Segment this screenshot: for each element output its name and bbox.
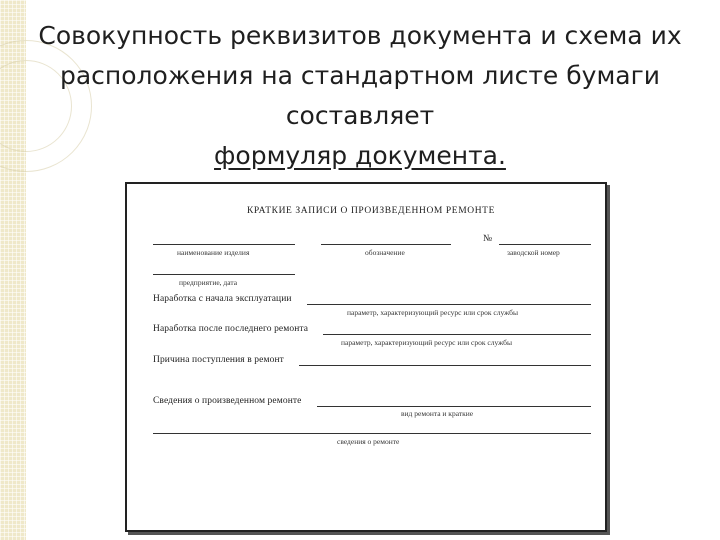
repair-info-line bbox=[153, 433, 591, 434]
designation-caption: обозначение bbox=[365, 248, 405, 257]
product-name-line bbox=[153, 244, 295, 245]
slide-title-line-3: составляет bbox=[285, 101, 435, 130]
repair-details-line bbox=[317, 406, 591, 407]
number-sign: № bbox=[483, 234, 493, 244]
runtime-last-repair-label: Наработка после последнего ремонта bbox=[153, 324, 309, 334]
serial-number-caption: заводской номер bbox=[507, 248, 560, 257]
serial-number-line bbox=[499, 244, 591, 245]
form-heading: КРАТКИЕ ЗАПИСИ О ПРОИЗВЕДЕННОМ РЕМОНТЕ bbox=[247, 206, 495, 216]
slide-title-line-1: Совокупность реквизитов документа и схема их bbox=[38, 21, 682, 50]
slide-title-line-4 bbox=[0, 136, 720, 176]
slide-title-line-2: расположения на стандартном листе бумаги bbox=[59, 61, 661, 90]
repair-reason-line bbox=[299, 365, 591, 366]
slide-title-term: формуляр документа. bbox=[214, 141, 506, 170]
repair-info-caption: сведения о ремонте bbox=[337, 437, 400, 446]
repair-details-label: Сведения о произведенном ремонте bbox=[153, 396, 302, 406]
runtime-last-repair-line bbox=[323, 334, 591, 335]
runtime-start-line bbox=[307, 304, 591, 305]
designation-line bbox=[321, 244, 451, 245]
repair-type-caption: вид ремонта и краткие bbox=[401, 409, 474, 418]
form-document bbox=[125, 182, 607, 532]
enterprise-date-line bbox=[153, 274, 295, 275]
repair-reason-label: Причина поступления в ремонт bbox=[153, 355, 284, 365]
runtime-start-label: Наработка с начала эксплуатации bbox=[153, 294, 292, 304]
product-name-caption: наименование изделия bbox=[177, 248, 250, 257]
enterprise-date-caption: предприятие, дата bbox=[179, 278, 238, 287]
runtime-last-repair-caption: параметр, характеризующий ресурс или срок службы bbox=[341, 338, 513, 347]
runtime-start-caption: параметр, характеризующий ресурс или срок службы bbox=[347, 308, 519, 317]
